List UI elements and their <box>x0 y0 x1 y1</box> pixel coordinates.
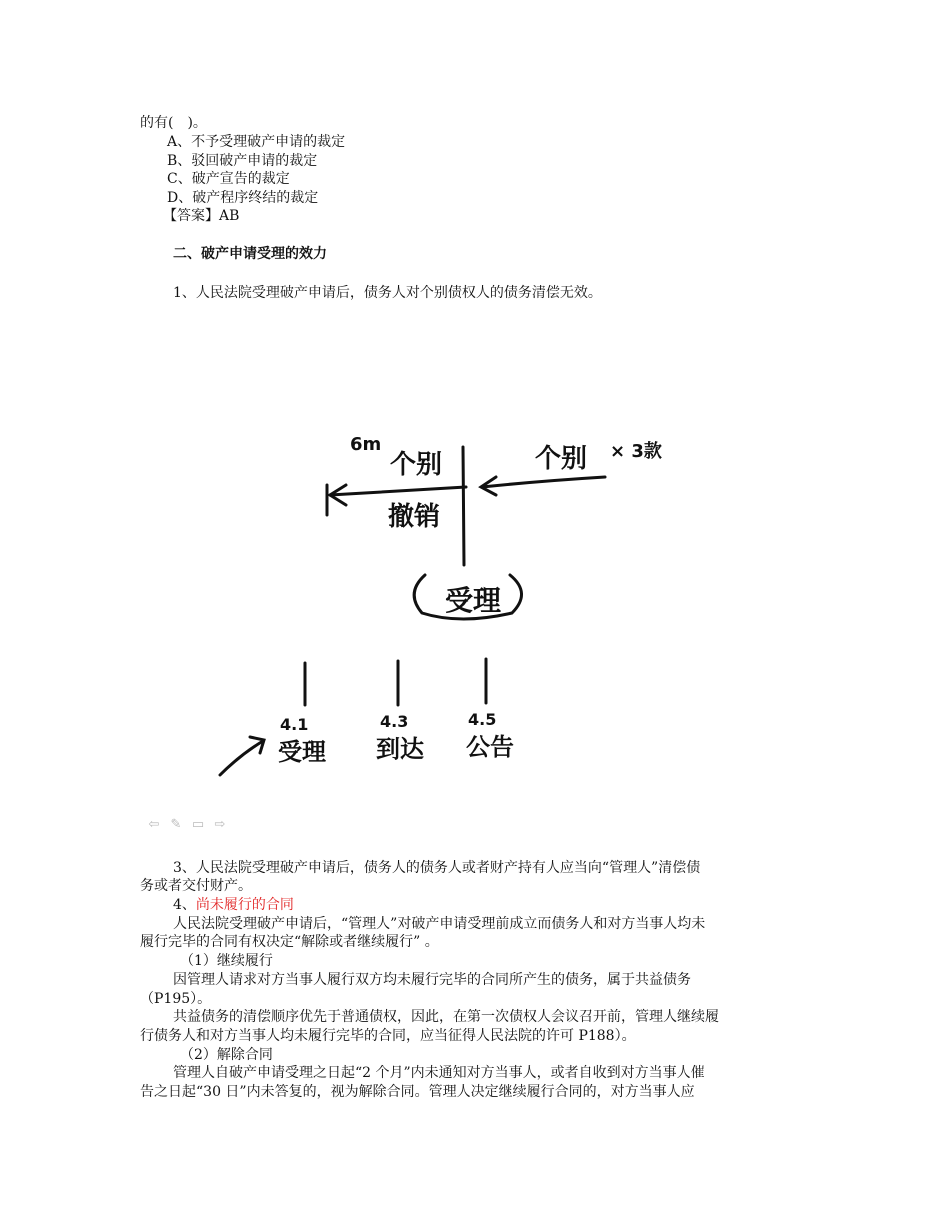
sketch-right-label: 个别 <box>535 444 588 474</box>
answer: 【答案】AB <box>163 208 240 224</box>
point-3-line-1: 3、人民法院受理破产申请后，债务人的债务人或者财产持有人应当向“管理人”清偿债 <box>173 860 701 876</box>
pen-icon[interactable]: ✎ <box>170 817 182 832</box>
point-3-line-2: 务或者交付财产。 <box>140 878 252 894</box>
eraser-icon[interactable]: ▭ <box>191 817 205 832</box>
sketch-toolbar <box>146 818 228 832</box>
sketch-right-note: × 3款 <box>610 441 662 462</box>
para-continue-line-1: 因管理人请求对方当事人履行双方均未履行完毕的合同所产生的债务，属于共益债务 <box>173 972 691 988</box>
option-c: C、破产宣告的裁定 <box>167 171 290 187</box>
point-4-title: 尚未履行的合同 <box>195 897 294 913</box>
sketch-under-label: 撤销 <box>388 502 441 532</box>
sub-heading-continue: （1）继续履行 <box>180 953 273 969</box>
option-a: A、不予受理破产申请的裁定 <box>167 134 346 150</box>
handwritten-sketch <box>200 415 700 795</box>
timeline-label-3: 公告 <box>466 733 514 761</box>
timeline-label-2: 到达 <box>376 735 424 763</box>
sub-heading-rescind: （2）解除合同 <box>180 1047 273 1063</box>
timeline-date-2: 4.3 <box>380 712 409 731</box>
timeline-label-1: 受理 <box>278 738 326 766</box>
sketch-6m: 6m <box>350 434 382 455</box>
para-common-line-1: 共益债务的清偿顺序优先于普通债权，因此，在第一次债权人会议召开前，管理人继续履 <box>173 1009 719 1025</box>
timeline-date-1: 4.1 <box>280 715 309 734</box>
sketch-left-label: 个别 <box>390 450 443 480</box>
para-common-line-2: 行债务人和对方当事人均未履行完毕的合同，应当征得人民法院的许可 P188）。 <box>140 1028 636 1044</box>
back-arrow-icon[interactable]: ⇦ <box>148 817 160 832</box>
point-4-heading <box>173 896 294 914</box>
para-contract-line-2: 履行完毕的合同有权决定“解除或者继续履行” 。 <box>140 934 439 950</box>
para-rescind-line-2: 告之日起“30 日”内未答复的，视为解除合同。管理人决定继续履行合同的，对方当事人应 <box>140 1084 695 1100</box>
point-4-prefix: 4、 <box>173 897 196 913</box>
timeline-date-3: 4.5 <box>468 710 497 729</box>
para-continue-line-2: （P195）。 <box>140 991 212 1007</box>
point-1: 1、人民法院受理破产申请后，债务人对个别债权人的债务清偿无效。 <box>173 285 602 301</box>
option-b: B、驳回破产申请的裁定 <box>167 153 318 169</box>
para-rescind-line-1: 管理人自破产申请受理之日起“2 个月”内未通知对方当事人，或者自收到对方当事人催 <box>173 1065 705 1081</box>
option-d: D、破产程序终结的裁定 <box>167 190 319 206</box>
sketch-circle-label: 受理 <box>445 584 502 617</box>
para-contract-line-1: 人民法院受理破产申请后，“管理人”对破产申请受理前成立而债务人和对方当事人均未 <box>173 916 706 932</box>
question-stem-tail: 的有( )。 <box>140 115 207 131</box>
forward-arrow-icon[interactable]: ⇨ <box>214 817 226 832</box>
section-title: 二、破产申请受理的效力 <box>173 246 327 262</box>
